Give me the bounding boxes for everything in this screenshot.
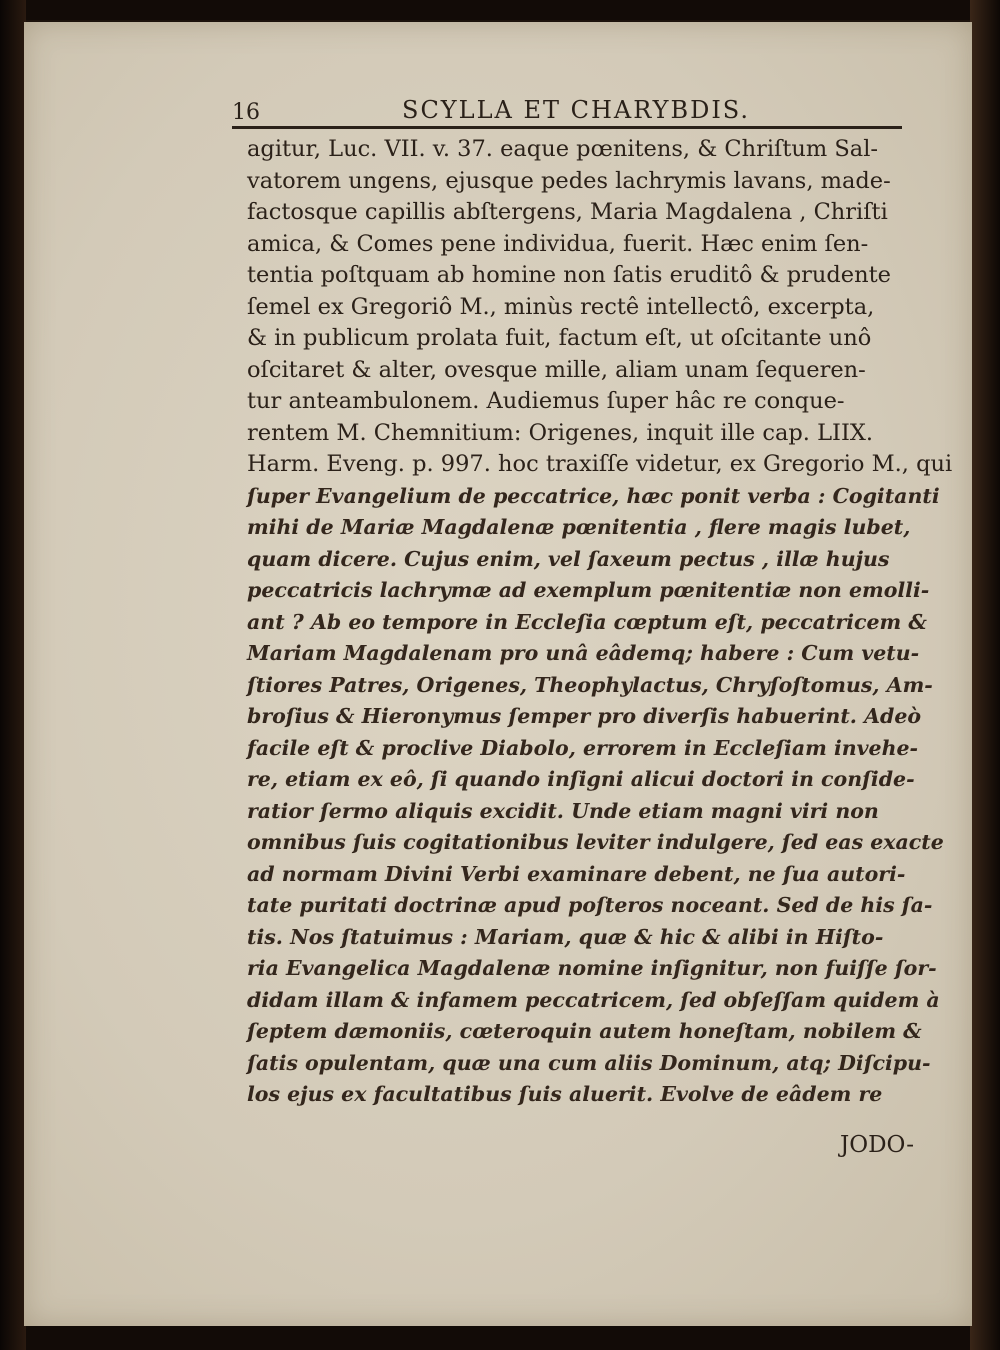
text-line: ſuper Evangelium de peccatrice, hæc ponit verba : Cogitanti (247, 483, 940, 508)
text-line: facile eſt & proclive Diabolo, errorem in Eccleſiam invehe- (247, 735, 919, 760)
text-line: omnibus ſuis cogitationibus leviter indulgere, ſed eas exacte (247, 830, 944, 854)
text-line: ria Evangelica Magdalenæ nomine inſignitur, non fuiſſe ſor- (247, 956, 937, 980)
text-line: quam dicere. Cujus enim, vel ſaxeum pectus , illæ hujus (247, 546, 890, 571)
text-line: ratior ſermo aliquis excidit. Unde etiam magni viri non (247, 798, 879, 823)
text-line: los ejus ex facultatibus ſuis aluerit. Evolve de eâdem re (247, 1082, 883, 1106)
catchword: JODO- (840, 1132, 914, 1158)
text-line: ſatis opulentam, quæ una cum aliis Dominum, atq; Diſcipu- (247, 1050, 931, 1075)
page-number: 16 (232, 100, 260, 125)
text-line: & in publicum prolata fuit, factum eſt, ut oſcitante unô (247, 325, 872, 351)
text-line: Harm. Eveng. p. 997. hoc traxiſſe videtur, ex Gregorio M., qui (247, 451, 953, 477)
text-line: ant ? Ab eo tempore in Eccleſia cœptum eſt, peccatricem & (247, 609, 927, 634)
text-line: factosque capillis abſtergens, Maria Magdalena , Chriſti (247, 199, 888, 225)
text-line: mihi de Mariæ Magdalenæ pœnitentia , flere magis lubet, (247, 515, 911, 539)
text-line: agitur, Luc. VII. v. 37. eaque pœnitens, & Chriſtum Sal- (247, 136, 879, 162)
page-header (232, 88, 902, 128)
scan-border-top (0, 0, 1000, 20)
text-line: tur anteambulonem. Audiemus ſuper hâc re conque- (247, 388, 845, 414)
text-line: ſtiores Patres, Origenes, Theophylactus, Chryſoſtomus, Am- (247, 672, 933, 697)
scan-border-right (970, 0, 1000, 1350)
running-title: SCYLLA ET CHARYBDIS. (402, 96, 751, 124)
text-line: oſcitaret & alter, ovesque mille, aliam unam ſequeren- (247, 356, 866, 383)
scan-border-bottom (0, 1326, 1000, 1350)
text-line: peccatricis lachrymæ ad exemplum pœnitentiæ non emolli- (247, 578, 930, 602)
text-line: didam illam & infamem peccatricem, ſed obſeſſam quidem à (247, 987, 940, 1012)
text-line: broſius & Hieronymus ſemper pro diverſis habuerint. Adeò (247, 704, 922, 728)
text-line: ad normam Divini Verbi examinare debent, ne ſua autori- (247, 861, 906, 886)
text-line: ſeptem dæmoniis, cœteroquin autem honeſtam, nobilem & (247, 1019, 922, 1043)
text-line: Mariam Magdalenam pro unâ eâdemq; habere : Cum vetu- (247, 641, 920, 665)
text-line: tate puritati doctrinæ apud poſteros noceant. Sed de his ſa- (247, 893, 933, 917)
text-line: vatorem ungens, ejusque pedes lachrymis lavans, made- (247, 167, 891, 194)
text-line: ſemel ex Gregoriô M., minùs rectê intellectô, excerpta, (247, 293, 875, 320)
body-text (247, 134, 953, 1111)
text-line: tis. Nos ſtatuimus : Mariam, quæ & hic & alibi in Hiſto- (247, 924, 884, 949)
text-line: re, etiam ex eô, ſi quando inſigni alicui doctori in conſide- (247, 767, 915, 791)
header-rule (232, 126, 902, 129)
text-line: amica, & Comes pene individua, fuerit. Hæc enim ſen- (247, 230, 869, 257)
text-line: tentia poſtquam ab homine non ſatis eruditô & prudente (247, 262, 891, 288)
text-line: rentem M. Chemnitium: Origenes, inquit ille cap. LIIX. (247, 419, 874, 446)
scan-border-left (0, 0, 26, 1350)
